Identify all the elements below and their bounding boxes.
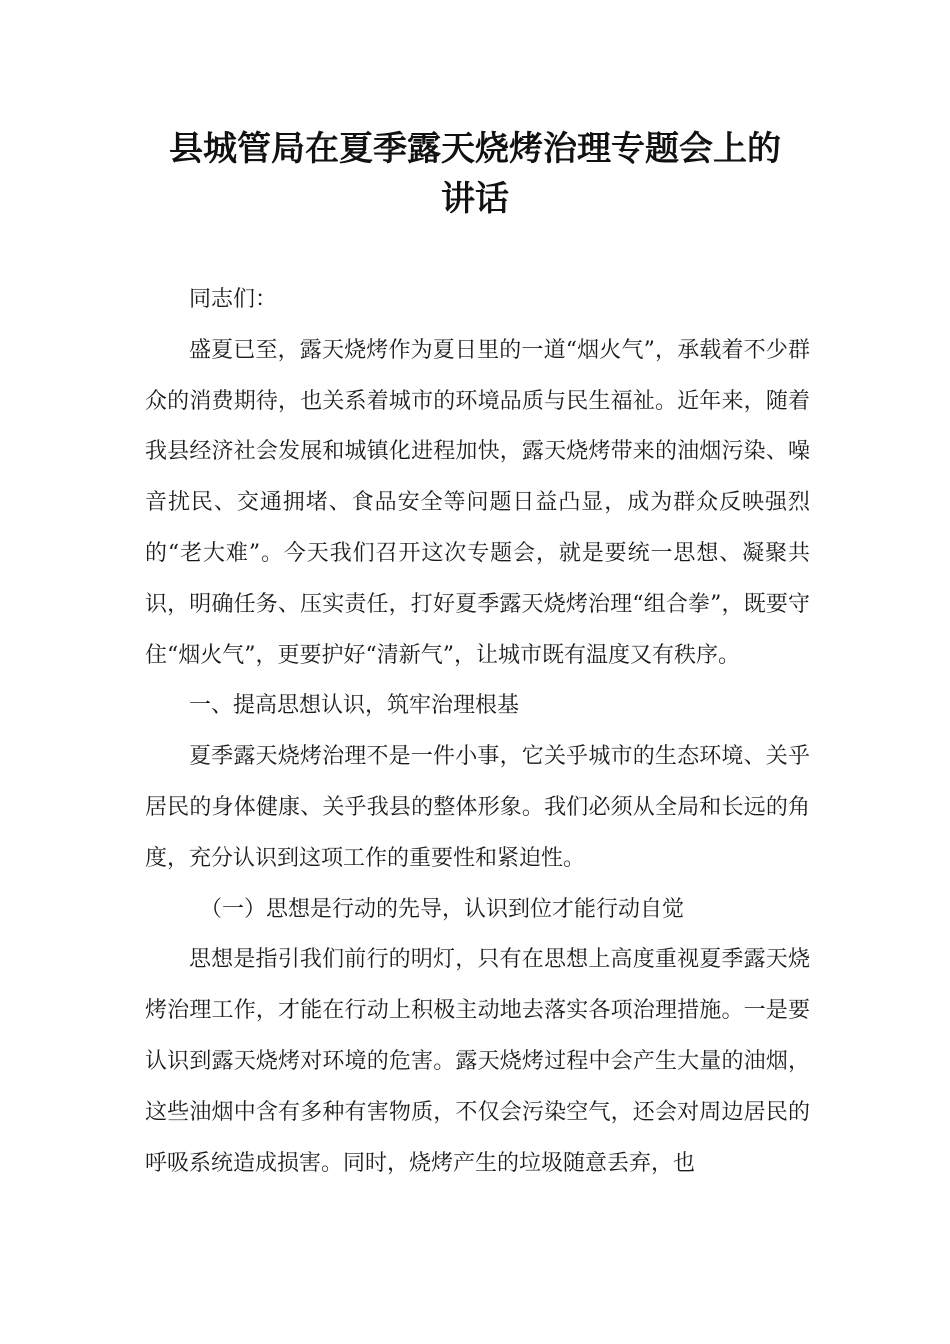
document-body (145, 275, 810, 1189)
subsection-1-heading: （一）思想是行动的先导，认识到位才能行动自觉 (200, 896, 685, 922)
title-line-1: 县城管局在夏季露天烧烤治理专题会上的 (169, 129, 781, 169)
intro-paragraph: 盛夏已至，露天烧烤作为夏日里的一道“烟火气”，承载着不少群众的消费期待，也关系着城市的环境品质与民生福祉。近年来，随着我县经济社会发展和城镇化进程加快，露天烧烤带来的油烟污染、噪音扰民、交通拥堵、食品安全等问题日益凸显，成为群众反映强烈的“老大难”。今天我们召开这次专题会，就是要统一思想、凝聚共识，明确任务、压实责任，打好夏季露天烧烤治理“组合拳”，既要守住“烟火气”，更要护好“清新气”，让城市既有温度又有秩序。 (145, 337, 810, 668)
title-line-2: 讲话 (441, 179, 509, 219)
section-1-heading: 一、提高思想认识，筑牢治理根基 (189, 693, 520, 719)
section-1-paragraph: 夏季露天烧烤治理不是一件小事，它关乎城市的生态环境、关乎居民的身体健康、关乎我县的整体形象。我们必须从全局和长远的角度，充分认识到这项工作的重要性和紧迫性。 (145, 744, 810, 871)
salutation: 同志们： (189, 287, 278, 312)
document-title (100, 124, 850, 224)
subsection-1-paragraph: 思想是指引我们前行的明灯，只有在思想上高度重视夏季露天烧烤治理工作，才能在行动上积极主动地去落实各项治理措施。一是要认识到露天烧烤对环境的危害。露天烧烤过程中会产生大量的油烟，这些油烟中含有多种有害物质，不仅会污染空气，还会对周边居民的呼吸系统造成损害。同时，烧烤产生的垃圾随意丢弃，也 (145, 947, 810, 1176)
